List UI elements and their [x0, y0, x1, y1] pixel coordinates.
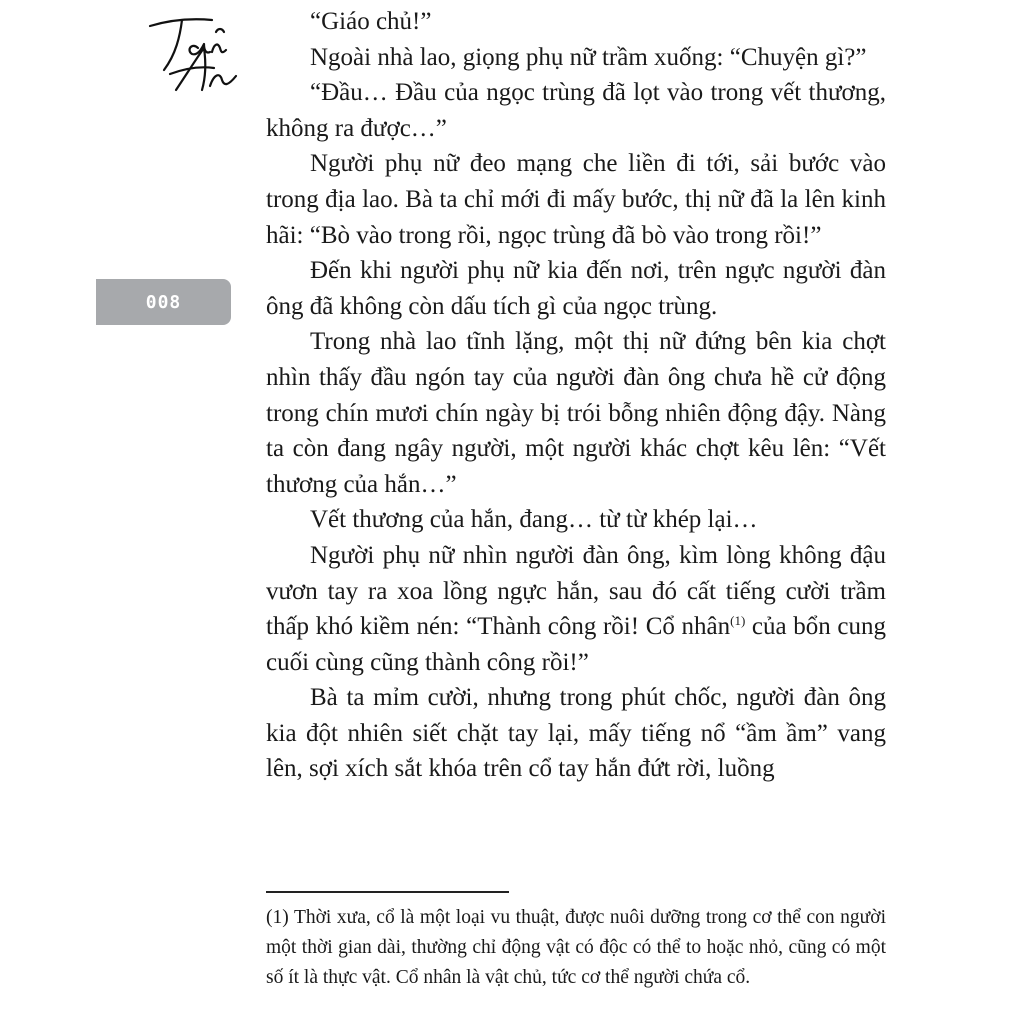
page-number: 008 [145, 291, 182, 313]
paragraph: Người phụ nữ đeo mạng che liền đi tới, sải bước vào trong địa lao. Bà ta chỉ mới đi mấy bước, thị nữ đã la lên kinh hãi: “Bò vào trong rồi, ngọc trùng đã bò vào trong rồi!” [266, 150, 886, 249]
paragraph: Bà ta mỉm cười, nhưng trong phút chốc, người đàn ông kia đột nhiên siết chặt tay lại, mấy tiếng nổ “ầm ầm” vang lên, sợi xích sắt khóa trên cổ tay hắn đứt rời, luồng [266, 684, 886, 783]
page-number-tab [96, 279, 231, 325]
paragraph: Ngoài nhà lao, giọng phụ nữ trầm xuống: “Chuyện gì?” [310, 43, 867, 71]
paragraph-text: của bổn cung cuối cùng cũng thành công rồi!” [266, 613, 887, 676]
footnote [266, 903, 886, 994]
paragraph: Vết thương của hắn, đang… từ từ khép lại… [310, 506, 758, 534]
paragraph [266, 538, 886, 680]
footnote-reference[interactable]: (1) [730, 613, 746, 629]
paragraph: Trong nhà lao tĩnh lặng, một thị nữ đứng bên kia chợt nhìn thấy đầu ngón tay của người đàn ông chưa hề cử động trong chín mươi chín ngày bị trói bỗng nhiên động đậy. Nàng ta còn đang ngây người, một người khác chợt kêu lên: “Vết thương của hắn…” [266, 328, 886, 498]
signature-logo [140, 8, 250, 98]
footnote-text: (1) Thời xưa, cổ là một loại vu thuật, được nuôi dưỡng trong cơ thể con người một thời gian dài, thường chỉ động vật có độc có thể to hoặc nhỏ, cũng có một số ít là thực vật. Cổ nhân là vật chủ, tức cơ thể người chứa cổ. [266, 907, 886, 989]
paragraph-text: Người phụ nữ nhìn người đàn ông, kìm lòng không đậu vươn tay ra xoa lồng ngực hắn, sau đó cất tiếng cười trầm thấp khó kiềm nén: “Thành công rồi! Cổ nhân [266, 541, 886, 641]
paragraph: Đến khi người phụ nữ kia đến nơi, trên ngực người đàn ông đã không còn dấu tích gì của ngọc trùng. [266, 257, 886, 320]
paragraph: “Đầu… Đầu của ngọc trùng đã lọt vào trong vết thương, không ra được…” [266, 79, 886, 142]
body-text [266, 4, 886, 787]
footnote-divider [266, 891, 509, 893]
paragraph: “Giáo chủ!” [310, 8, 432, 35]
